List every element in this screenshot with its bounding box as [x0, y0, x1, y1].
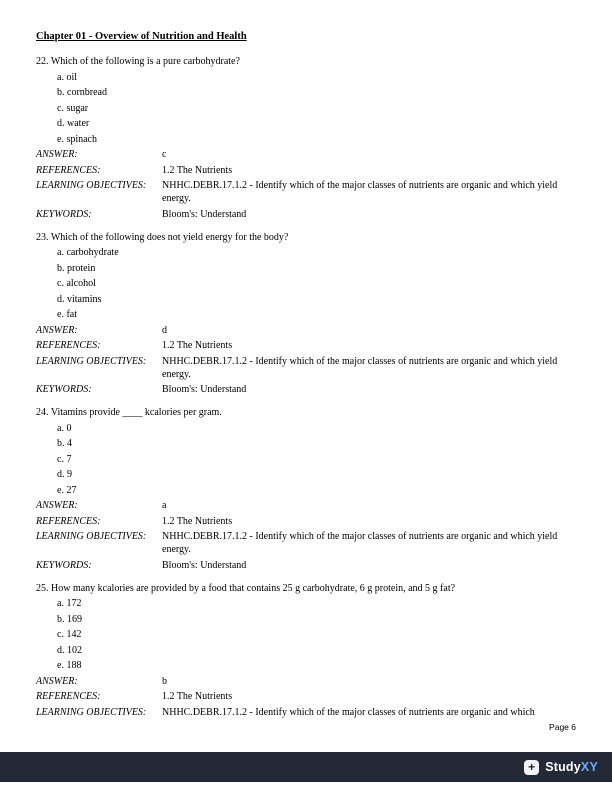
question-block-25: [36, 582, 576, 719]
field-label: KEYWORDS:: [36, 559, 92, 571]
field-label: REFERENCES:: [36, 691, 101, 702]
plus-icon: +: [524, 760, 539, 775]
keywords-row: [36, 383, 576, 396]
choice: d. water: [57, 118, 90, 129]
choice: b. protein: [57, 262, 96, 274]
field-label: KEYWORDS:: [36, 208, 92, 220]
choice: a. 172: [57, 598, 82, 609]
field-value: Bloom's: Understand: [162, 208, 247, 220]
choice: a. carbohydrate: [57, 247, 119, 258]
question-block-22: [36, 55, 576, 221]
answer-row: [36, 324, 576, 337]
choice: d. 9: [57, 469, 72, 480]
choice: c. 7: [57, 453, 72, 465]
choice: b. 4: [57, 438, 72, 449]
field-value: 1.2 The Nutrients: [162, 515, 233, 527]
choice: e. fat: [57, 309, 77, 320]
question-text: 25. How many kcalories are provided by a food that contains 25 g carbohydrate, 6 g protein, and 5 g fat?: [36, 582, 456, 594]
choice: e. spinach: [57, 133, 97, 145]
field-value: NHHC.DEBR.17.1.2 - Identify which of the major classes of nutrients are organic and which: [162, 706, 535, 718]
field-value: NHHC.DEBR.17.1.2 - Identify which of the major classes of nutrients are organic and which yield energy.: [162, 355, 558, 380]
keywords-row: [36, 208, 576, 221]
choice: a. oil: [57, 71, 77, 83]
field-label: ANSWER:: [36, 149, 78, 160]
field-label: REFERENCES:: [36, 515, 101, 527]
field-value: 1.2 The Nutrients: [162, 340, 233, 351]
question-text: 22. Which of the following is a pure carbohydrate?: [36, 56, 240, 67]
choice: c. alcohol: [57, 278, 96, 289]
references-row: [36, 515, 576, 528]
choice: e. 188: [57, 660, 82, 671]
field-value: b: [162, 675, 167, 687]
learning-objectives-row: [36, 706, 576, 719]
choice: e. 27: [57, 484, 77, 496]
answer-row: [36, 499, 576, 512]
question-block-23: [36, 231, 576, 397]
choice: b. 169: [57, 613, 82, 625]
learning-objectives-row: [36, 179, 576, 205]
field-value: NHHC.DEBR.17.1.2 - Identify which of the major classes of nutrients are organic and which yield energy.: [162, 531, 558, 555]
field-value: Bloom's: Understand: [162, 559, 247, 571]
answer-row: [36, 675, 576, 688]
field-label: REFERENCES:: [36, 164, 101, 176]
field-label: LEARNING OBJECTIVES:: [36, 180, 147, 191]
field-label: ANSWER:: [36, 324, 78, 336]
page-number: Page 6: [549, 721, 576, 732]
field-value: a: [162, 500, 167, 511]
references-row: [36, 164, 576, 177]
field-value: NHHC.DEBR.17.1.2 - Identify which of the major classes of nutrients are organic and which yield energy.: [162, 180, 558, 204]
choice: d. 102: [57, 644, 82, 656]
field-label: KEYWORDS:: [36, 384, 92, 395]
field-value: c: [162, 149, 167, 160]
choice: d. vitamins: [57, 293, 102, 305]
field-label: REFERENCES:: [36, 340, 101, 351]
field-label: ANSWER:: [36, 675, 78, 687]
field-label: LEARNING OBJECTIVES:: [36, 531, 147, 542]
field-value: 1.2 The Nutrients: [162, 691, 233, 702]
footer-bar: [0, 752, 612, 782]
field-value: d: [162, 324, 167, 336]
question-block-24: [36, 406, 576, 572]
field-label: LEARNING OBJECTIVES:: [36, 706, 147, 718]
page-title: Chapter 01 - Overview of Nutrition and Health: [36, 31, 247, 42]
references-row: [36, 690, 576, 703]
choice: b. cornbread: [57, 87, 107, 98]
question-text: 24. Vitamins provide ____ kcalories per gram.: [36, 407, 222, 418]
choice: a. 0: [57, 422, 72, 434]
brand-logo[interactable]: [524, 760, 598, 775]
field-value: Bloom's: Understand: [162, 384, 247, 395]
references-row: [36, 339, 576, 352]
answer-row: [36, 148, 576, 161]
brand-accent: XY: [580, 760, 598, 774]
brand-text: [545, 760, 598, 774]
keywords-row: [36, 559, 576, 572]
field-value: 1.2 The Nutrients: [162, 164, 233, 176]
learning-objectives-row: [36, 355, 576, 381]
field-label: ANSWER:: [36, 500, 78, 511]
choice: c. sugar: [57, 102, 89, 114]
field-label: LEARNING OBJECTIVES:: [36, 355, 147, 367]
brand-name: Study: [545, 760, 581, 774]
learning-objectives-row: [36, 530, 576, 556]
choice: c. 142: [57, 629, 82, 640]
question-text: 23. Which of the following does not yield energy for the body?: [36, 231, 289, 243]
